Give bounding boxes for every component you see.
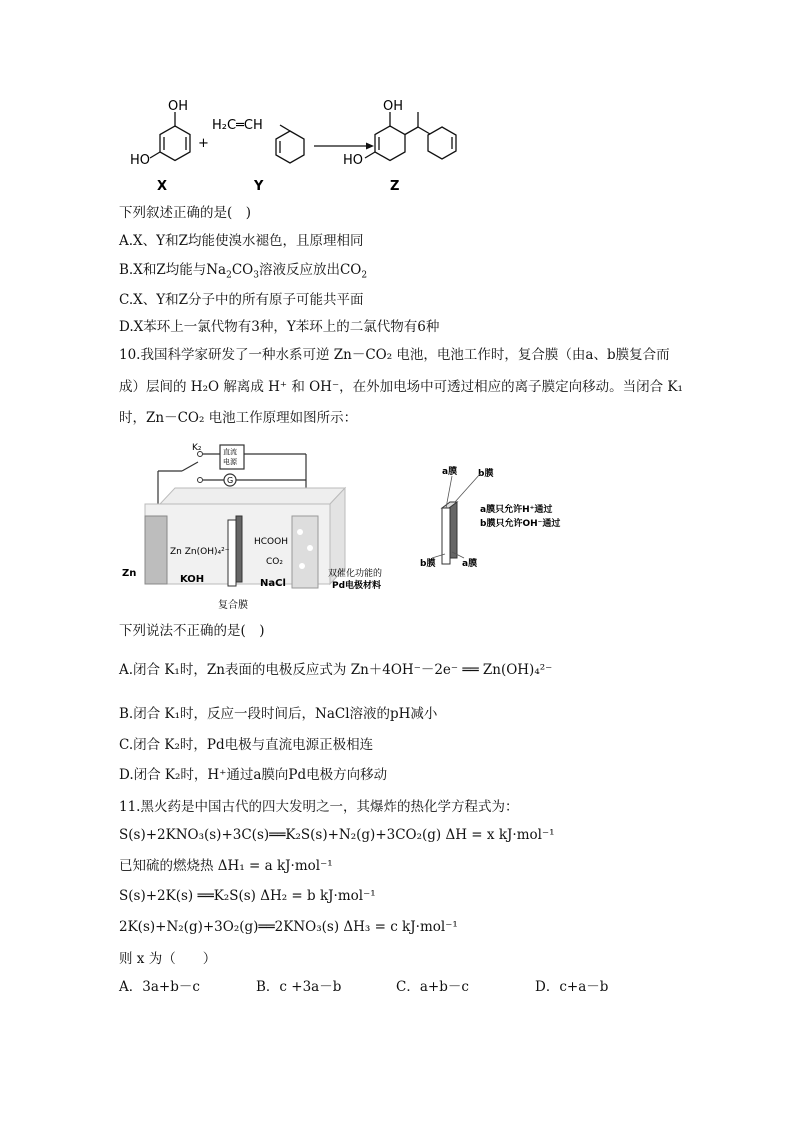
tank-back (160, 488, 345, 504)
q11-eq3: 2K(s)+N₂(g)+3O₂(g)══2KNO₃(s) ΔH₃ = c kJ·mol⁻¹ (119, 919, 458, 935)
z-ho: HO (343, 153, 364, 168)
pd-label-1: 双催化功能的 (328, 569, 383, 579)
q11-option-b: B．c +3a－b (256, 979, 342, 995)
dc-label-1: 直流 (223, 448, 237, 456)
plus-sign: + (198, 136, 209, 151)
detail-a-film (442, 508, 450, 564)
q11-option-a: A．3a+b－c (119, 979, 200, 995)
detail-b-film (450, 502, 457, 558)
zn-electrode (145, 516, 167, 584)
detail-note-1: a膜只允许H⁺通过 (480, 505, 553, 515)
reaction-scheme (0, 0, 794, 200)
arrow-head (366, 143, 374, 150)
koh-label: KOH (180, 574, 205, 585)
q9-option-b: B.X和Z均能与$Na_2CO_3$溶液反应放出$CO_2$ (119, 262, 368, 281)
q11-eq2: S(s)+2K(s) ══K₂S(s) ΔH₂ = b kJ·mol⁻¹ (119, 888, 376, 904)
zn-label: Zn (122, 568, 137, 579)
hcooh-label: HCOOH (254, 537, 288, 547)
q9-option-a: A.X、Y和Z均能使溴水褪色，且原理相同 (119, 233, 364, 249)
detail-a-label-2: a膜 (462, 559, 478, 569)
detail-note-2: b膜只允许OH⁻通过 (480, 519, 561, 529)
x-label: X (157, 179, 168, 194)
zn-species: Zn Zn(OH)₄²⁻ (170, 547, 230, 557)
detail-a-label: a膜 (442, 467, 458, 477)
g-label: G (227, 476, 234, 485)
q10-option-b: B.闭合 K₁时，反应一段时间后，NaCl溶液的pH减小 (119, 706, 438, 722)
q11-eq1: S(s)+2KNO₃(s)+3C(s)══K₂S(s)+N₂(g)+3CO₂(g) ΔH = x kJ·mol⁻¹ (119, 827, 555, 843)
q11-option-d: D．c+a－b (535, 979, 609, 995)
battery-diagram (0, 436, 794, 616)
z-label: Z (390, 179, 400, 194)
q10-option-c: C.闭合 K₂时，Pd电极与直流电源正极相连 (119, 737, 374, 753)
z-oh: OH (383, 99, 404, 114)
q10-line2: 成）层间的 H₂O 解离成 H⁺ 和 OH⁻，在外加电场中可透过相应的离子膜定向移动。当闭合 K₁ (119, 379, 683, 395)
y-vinyl: H₂C═CH (212, 118, 263, 133)
q10-line1: 10.我国科学家研发了一种水系可逆 Zn－CO₂ 电池，电池工作时，复合膜（由a、b膜复合而 (119, 347, 670, 363)
membrane-label: 复合膜 (218, 600, 248, 611)
x-ho: HO (130, 153, 151, 168)
q9-stem: 下列叙述正确的是( ) (119, 205, 252, 221)
q10-option-a: A.闭合 K₁时，Zn表面的电极反应式为 Zn＋4OH⁻－2e⁻ ══ Zn(OH)₄²⁻ (119, 662, 553, 678)
q11-known: 已知硫的燃烧热 ΔH₁ = a kJ·mol⁻¹ (119, 858, 333, 874)
pd-label-2: Pd电极材料 (332, 581, 382, 591)
q9-option-c: C.X、Y和Z分子中的所有原子可能共平面 (119, 292, 364, 308)
detail-b-label: b膜 (478, 469, 494, 479)
pd-electrode (292, 516, 318, 588)
dc-label-2: 电源 (223, 458, 237, 466)
q10-line3: 时，Zn－CO₂ 电池工作原理如图所示： (119, 410, 358, 426)
q10-stem: 下列说法不正确的是( ) (119, 623, 265, 639)
nacl-label: NaCl (260, 578, 286, 589)
co2-label: CO₂ (266, 557, 283, 567)
detail-b-label-2: b膜 (420, 559, 436, 569)
x-oh: OH (168, 99, 189, 114)
y-label: Y (254, 179, 264, 194)
q10-option-d: D.闭合 K₂时，H⁺通过a膜向Pd电极方向移动 (119, 767, 388, 783)
q11-option-c: C．a+b－c (396, 979, 469, 995)
q9-option-d: D.X苯环上一氯代物有3种，Y苯环上的二氯代物有6种 (119, 319, 440, 335)
q11-line1: 11.黑火药是中国古代的四大发明之一，其爆炸的热化学方程式为： (119, 799, 519, 815)
k2-label: K₂ (192, 443, 202, 453)
q11-stem: 则 x 为（ ） (119, 951, 217, 967)
